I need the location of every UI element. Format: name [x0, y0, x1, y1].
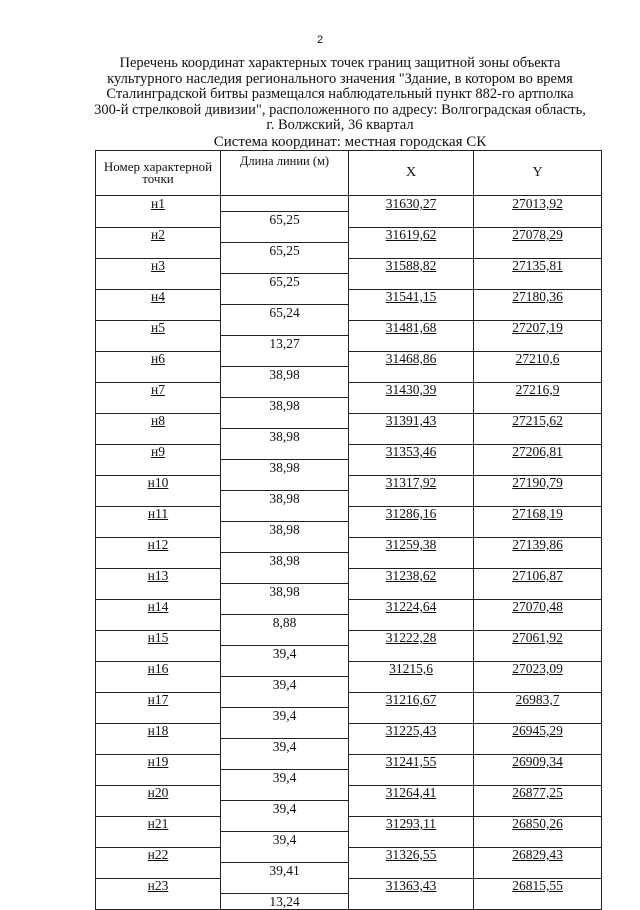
empty-cell — [96, 336, 221, 352]
empty-cell — [474, 212, 602, 228]
x-cell: 31326,55 — [349, 847, 474, 863]
y-cell: 27168,19 — [474, 506, 602, 522]
table-row — [96, 258, 602, 274]
x-cell: 31216,67 — [349, 692, 474, 708]
x-cell: 31238,62 — [349, 568, 474, 584]
empty-cell — [96, 243, 221, 259]
y-cell: 26877,25 — [474, 785, 602, 801]
empty-cell — [474, 398, 602, 414]
y-cell: 27215,62 — [474, 413, 602, 429]
empty-cell — [349, 646, 474, 662]
empty-length-cell — [221, 320, 349, 336]
empty-cell — [474, 522, 602, 538]
table-row — [96, 630, 602, 646]
empty-cell — [96, 894, 221, 910]
empty-cell — [96, 863, 221, 879]
empty-length-cell — [221, 599, 349, 615]
empty-length-cell — [221, 847, 349, 863]
empty-cell — [474, 305, 602, 321]
table-row — [96, 847, 602, 863]
coordinates-table — [95, 150, 602, 910]
empty-cell — [349, 863, 474, 879]
empty-cell — [349, 739, 474, 755]
empty-cell — [474, 491, 602, 507]
table-row — [96, 196, 602, 212]
empty-cell — [349, 274, 474, 290]
point-name-cell: н5 — [96, 320, 221, 336]
empty-length-cell — [221, 754, 349, 770]
empty-length-cell — [221, 289, 349, 305]
coordinate-system-label: Система координат: местная городская СК — [213, 134, 487, 150]
line-length-cell: 65,25 — [221, 243, 349, 259]
x-cell: 31224,64 — [349, 599, 474, 615]
empty-cell — [349, 770, 474, 786]
table-row — [96, 553, 602, 569]
empty-length-cell — [221, 227, 349, 243]
y-cell: 27013,92 — [474, 196, 602, 212]
empty-cell — [96, 708, 221, 724]
empty-length-cell — [221, 382, 349, 398]
y-cell: 27190,79 — [474, 475, 602, 491]
empty-cell — [96, 460, 221, 476]
table-row — [96, 661, 602, 677]
line-length-cell: 38,98 — [221, 398, 349, 414]
point-name-cell: н22 — [96, 847, 221, 863]
line-length-cell: 38,98 — [221, 429, 349, 445]
point-name-cell: н23 — [96, 878, 221, 894]
empty-cell — [349, 584, 474, 600]
title-line: Сталинградской битвы размещался наблюдательный пункт 882-го артполка — [106, 86, 574, 102]
empty-cell — [349, 553, 474, 569]
table-row — [96, 537, 602, 553]
empty-cell — [474, 336, 602, 352]
y-cell: 27106,87 — [474, 568, 602, 584]
x-cell: 31317,92 — [349, 475, 474, 491]
title-line: культурного наследия регионального значения "Здание, в котором во время — [107, 70, 573, 87]
empty-cell — [474, 367, 602, 383]
table-row — [96, 646, 602, 662]
line-length-cell: 38,98 — [221, 553, 349, 569]
empty-cell — [349, 305, 474, 321]
empty-cell — [349, 491, 474, 507]
header-y: Y — [474, 151, 602, 196]
empty-length-cell — [221, 506, 349, 522]
table-row — [96, 878, 602, 894]
table-row — [96, 568, 602, 584]
table-row — [96, 708, 602, 724]
point-name-cell: н10 — [96, 475, 221, 491]
empty-cell — [474, 739, 602, 755]
table-row — [96, 289, 602, 305]
point-name-cell: н4 — [96, 289, 221, 305]
y-cell: 26909,34 — [474, 754, 602, 770]
line-length-cell: 39,4 — [221, 770, 349, 786]
empty-cell — [96, 739, 221, 755]
line-length-cell: 39,4 — [221, 801, 349, 817]
table-row — [96, 785, 602, 801]
x-cell: 31363,43 — [349, 878, 474, 894]
line-length-cell: 39,4 — [221, 739, 349, 755]
empty-cell — [96, 398, 221, 414]
empty-length-cell — [221, 537, 349, 553]
y-cell: 27216,9 — [474, 382, 602, 398]
table-row — [96, 351, 602, 367]
point-name-cell: н15 — [96, 630, 221, 646]
table-row — [96, 227, 602, 243]
x-cell: 31225,43 — [349, 723, 474, 739]
empty-cell — [474, 894, 602, 910]
x-cell: 31588,82 — [349, 258, 474, 274]
table-row — [96, 522, 602, 538]
point-name-cell: н12 — [96, 537, 221, 553]
point-name-cell: н9 — [96, 444, 221, 460]
empty-cell — [474, 832, 602, 848]
empty-length-cell — [221, 351, 349, 367]
empty-cell — [474, 553, 602, 569]
empty-cell — [349, 460, 474, 476]
point-name-cell: н19 — [96, 754, 221, 770]
point-name-cell: н13 — [96, 568, 221, 584]
x-cell: 31293,11 — [349, 816, 474, 832]
point-name-cell: н7 — [96, 382, 221, 398]
line-length-cell: 13,27 — [221, 336, 349, 352]
y-cell: 27078,29 — [474, 227, 602, 243]
table-row — [96, 894, 602, 910]
table-row — [96, 460, 602, 476]
table-row — [96, 801, 602, 817]
table-row — [96, 475, 602, 491]
empty-length-cell — [221, 258, 349, 274]
title-line: Перечень координат характерных точек границ защитной зоны объекта — [119, 55, 561, 71]
line-length-cell: 65,25 — [221, 212, 349, 228]
empty-cell — [474, 460, 602, 476]
title-line: 300-й стрелковой дивизии", расположенного по адресу: Волгоградская область, — [94, 101, 586, 118]
table-row — [96, 816, 602, 832]
y-cell: 26850,26 — [474, 816, 602, 832]
empty-cell — [96, 615, 221, 631]
line-length-cell: 65,24 — [221, 305, 349, 321]
empty-cell — [349, 615, 474, 631]
empty-cell — [474, 863, 602, 879]
point-name-cell: н16 — [96, 661, 221, 677]
y-cell: 27135,81 — [474, 258, 602, 274]
point-name-cell: н11 — [96, 506, 221, 522]
x-cell: 31286,16 — [349, 506, 474, 522]
x-cell: 31259,38 — [349, 537, 474, 553]
y-cell: 27023,09 — [474, 661, 602, 677]
line-length-cell: 65,25 — [221, 274, 349, 290]
x-cell: 31391,43 — [349, 413, 474, 429]
x-cell: 31215,6 — [349, 661, 474, 677]
empty-cell — [474, 274, 602, 290]
empty-cell — [96, 646, 221, 662]
y-cell: 27180,36 — [474, 289, 602, 305]
point-name-cell: н6 — [96, 351, 221, 367]
empty-cell — [96, 801, 221, 817]
empty-cell — [349, 522, 474, 538]
title-line: г. Волжский, 36 квартал — [266, 117, 414, 133]
empty-length-cell — [221, 723, 349, 739]
empty-length-cell — [221, 413, 349, 429]
empty-cell — [349, 894, 474, 910]
line-length-cell: 8,88 — [221, 615, 349, 631]
table-row — [96, 336, 602, 352]
y-cell: 27210,6 — [474, 351, 602, 367]
empty-cell — [474, 770, 602, 786]
table-row — [96, 615, 602, 631]
table-row — [96, 584, 602, 600]
line-length-cell: 38,98 — [221, 367, 349, 383]
empty-length-cell — [221, 878, 349, 894]
x-cell: 31222,28 — [349, 630, 474, 646]
empty-cell — [474, 646, 602, 662]
empty-length-cell — [221, 661, 349, 677]
page-number: 2 — [316, 34, 324, 46]
y-cell: 27139,86 — [474, 537, 602, 553]
point-name-cell: н20 — [96, 785, 221, 801]
table-row — [96, 506, 602, 522]
empty-cell — [349, 708, 474, 724]
point-name-cell: н17 — [96, 692, 221, 708]
empty-length-cell — [221, 444, 349, 460]
table-row — [96, 723, 602, 739]
empty-length-cell — [221, 692, 349, 708]
table-row — [96, 382, 602, 398]
document-title — [70, 56, 610, 134]
x-cell: 31630,27 — [349, 196, 474, 212]
line-length-cell: 39,41 — [221, 863, 349, 879]
empty-cell — [349, 212, 474, 228]
point-name-cell: н21 — [96, 816, 221, 832]
table-row — [96, 491, 602, 507]
table-row — [96, 444, 602, 460]
empty-cell — [349, 336, 474, 352]
table-row — [96, 413, 602, 429]
line-length-cell: 39,4 — [221, 677, 349, 693]
empty-cell — [474, 708, 602, 724]
header-line-length: Длина линии (м) — [221, 151, 349, 196]
y-cell: 26829,43 — [474, 847, 602, 863]
empty-cell — [349, 398, 474, 414]
line-length-cell: 39,4 — [221, 832, 349, 848]
empty-cell — [96, 212, 221, 228]
y-cell: 27070,48 — [474, 599, 602, 615]
empty-cell — [96, 491, 221, 507]
table-header-row — [96, 151, 602, 196]
empty-cell — [96, 770, 221, 786]
empty-cell — [96, 832, 221, 848]
x-cell: 31353,46 — [349, 444, 474, 460]
empty-cell — [474, 801, 602, 817]
point-name-cell: н3 — [96, 258, 221, 274]
empty-cell — [96, 305, 221, 321]
line-length-cell: 39,4 — [221, 646, 349, 662]
empty-cell — [349, 832, 474, 848]
x-cell: 31430,39 — [349, 382, 474, 398]
point-name-cell: н1 — [96, 196, 221, 212]
x-cell: 31541,15 — [349, 289, 474, 305]
header-point-name: Номер характерной точки — [96, 151, 221, 196]
table-row — [96, 305, 602, 321]
empty-cell — [474, 615, 602, 631]
table-row — [96, 863, 602, 879]
table-row — [96, 692, 602, 708]
point-name-cell: н8 — [96, 413, 221, 429]
x-cell: 31241,55 — [349, 754, 474, 770]
empty-cell — [349, 367, 474, 383]
empty-cell — [96, 522, 221, 538]
table-row — [96, 739, 602, 755]
y-cell: 26983,7 — [474, 692, 602, 708]
empty-length-cell — [221, 568, 349, 584]
line-length-cell: 39,4 — [221, 708, 349, 724]
y-cell: 26815,55 — [474, 878, 602, 894]
empty-cell — [474, 584, 602, 600]
y-cell: 27207,19 — [474, 320, 602, 336]
line-length-cell: 13,24 — [221, 894, 349, 910]
table-body — [96, 196, 602, 910]
empty-cell — [474, 429, 602, 445]
empty-length-cell — [221, 196, 349, 212]
table-row — [96, 754, 602, 770]
y-cell: 27206,81 — [474, 444, 602, 460]
y-cell: 27061,92 — [474, 630, 602, 646]
table-row — [96, 367, 602, 383]
table-row — [96, 599, 602, 615]
table-row — [96, 832, 602, 848]
empty-cell — [349, 243, 474, 259]
x-cell: 31264,41 — [349, 785, 474, 801]
empty-cell — [96, 367, 221, 383]
empty-cell — [96, 584, 221, 600]
empty-cell — [349, 429, 474, 445]
line-length-cell: 38,98 — [221, 460, 349, 476]
line-length-cell: 38,98 — [221, 584, 349, 600]
empty-cell — [96, 429, 221, 445]
point-name-cell: н2 — [96, 227, 221, 243]
x-cell: 31468,86 — [349, 351, 474, 367]
empty-cell — [349, 801, 474, 817]
empty-cell — [96, 553, 221, 569]
table-row — [96, 274, 602, 290]
point-name-cell: н18 — [96, 723, 221, 739]
empty-length-cell — [221, 816, 349, 832]
x-cell: 31481,68 — [349, 320, 474, 336]
header-x: X — [349, 151, 474, 196]
table-row — [96, 243, 602, 259]
table-row — [96, 398, 602, 414]
empty-cell — [474, 243, 602, 259]
table-row — [96, 677, 602, 693]
line-length-cell: 38,98 — [221, 522, 349, 538]
table-row — [96, 212, 602, 228]
empty-cell — [349, 677, 474, 693]
empty-cell — [96, 677, 221, 693]
line-length-cell: 38,98 — [221, 491, 349, 507]
table-row — [96, 770, 602, 786]
empty-length-cell — [221, 475, 349, 491]
empty-length-cell — [221, 630, 349, 646]
x-cell: 31619,62 — [349, 227, 474, 243]
point-name-cell: н14 — [96, 599, 221, 615]
y-cell: 26945,29 — [474, 723, 602, 739]
empty-cell — [474, 677, 602, 693]
table-row — [96, 429, 602, 445]
empty-cell — [96, 274, 221, 290]
table-row — [96, 320, 602, 336]
empty-length-cell — [221, 785, 349, 801]
